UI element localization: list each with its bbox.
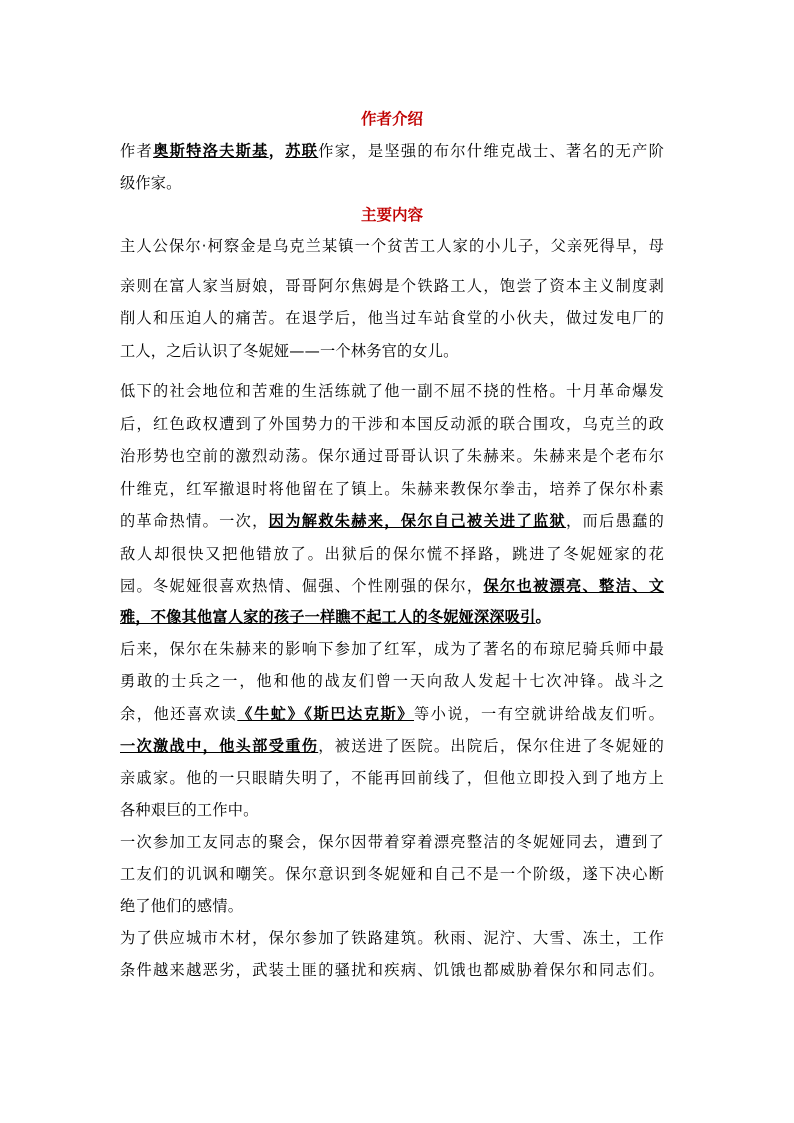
content-line: 各种艰巨的工作中。 [120, 801, 259, 819]
content-line: 勇敢的士兵之一，他和他的战友们曾一天向敌人发起十七次冲锋。战斗之 [120, 672, 664, 690]
highlight-text: 一次激战中，他头部受重伤 [120, 737, 319, 755]
content-line: 园。冬妮娅很喜欢热情、倔强、个性刚强的保尔，保尔也被漂亮、整洁、文 [120, 577, 664, 595]
author-line-1: 作者奥斯特洛夫斯基，苏联作家，是坚强的布尔什维克战士、著名的无产阶 [120, 142, 665, 160]
section-title-content: 主要内容 [360, 205, 423, 224]
content-line: 后来，保尔在朱赫来的影响下参加了红军，成为了著名的布琼尼骑兵师中最 [120, 640, 664, 658]
content-line: 什维克，红军撤退时将他留在了镇上。朱赫来教保尔拳击，培养了保尔朴素 [120, 480, 664, 498]
content-line: 治形势也空前的激烈动荡。保尔通过哥哥认识了朱赫来。朱赫来是个老布尔 [120, 447, 664, 465]
content-line: 亲则在富人家当厨娘，哥哥阿尔焦姆是个铁路工人，饱尝了资本主义制度剥 [120, 277, 664, 295]
content-line: 绝了他们的感情。 [120, 897, 244, 915]
content-line: 雅，不像其他富人家的孩子一样瞧不起工人的冬妮娅深深吸引。 [120, 608, 551, 626]
content-line: 后，红色政权遭到了外国势力的干涉和本国反动派的联合围攻，乌克兰的政 [120, 415, 664, 433]
content-line: 余，他还喜欢读《牛虻》《斯巴达克斯》等小说，一有空就讲给战友们听。 [120, 705, 664, 723]
content-line: 一次参加工友同志的聚会，保尔因带着穿着漂亮整洁的冬妮娅同去，遭到了 [120, 833, 664, 851]
content-line: 亲戚家。他的一只眼睛失明了，不能再回前线了，但他立即投入到了地方上 [120, 769, 664, 787]
content-line: 主人公保尔·柯察金是乌克兰某镇一个贫苦工人家的小儿子，父亲死得早，母 [120, 237, 664, 255]
content-line: 工人，之后认识了冬妮娅——一个林务官的女儿。 [120, 342, 459, 360]
content-line: 条件越来越恶劣，武装土匪的骚扰和疾病、饥饿也都威胁着保尔和同志们。 [120, 961, 664, 979]
content-line: 为了供应城市木材，保尔参加了铁路建筑。秋雨、泥泞、大雪、冻土，工作 [120, 929, 664, 947]
content-line: 工友们的讥讽和嘲笑。保尔意识到冬妮娅和自己不是一个阶级，遂下决心断 [120, 865, 664, 883]
author-name: 奥斯特洛夫斯基 [153, 142, 269, 160]
book-titles: 《牛虻》《斯巴达克斯》 [237, 705, 415, 723]
highlight-text: 保尔也被漂亮、整洁、文 [483, 577, 664, 595]
author-country: 苏联 [285, 142, 319, 160]
content-line: 的革命热情。一次，因为解救朱赫来，保尔自己被关进了监狱，而后愚蠢的 [120, 512, 664, 530]
highlight-text: 因为解救朱赫来，保尔自己被关进了监狱 [268, 512, 567, 530]
content-line: 敌人却很快又把他错放了。出狱后的保尔慌不择路，跳进了冬妮娅家的花 [120, 545, 664, 563]
content-line: 削人和压迫人的痛苦。在退学后，他当过车站食堂的小伙夫，做过发电厂的 [120, 309, 664, 327]
section-title-author: 作者介绍 [360, 109, 423, 128]
content-line: 一次激战中，他头部受重伤，被送进了医院。出院后，保尔住进了冬妮娅的 [120, 737, 664, 755]
author-line-2: 级作家。 [120, 174, 182, 192]
content-line: 低下的社会地位和苦难的生活练就了他一副不屈不挠的性格。十月革命爆发 [120, 382, 664, 400]
highlight-text: 雅，不像其他富人家的孩子一样瞧不起工人的冬妮娅深深吸引 [120, 608, 536, 626]
